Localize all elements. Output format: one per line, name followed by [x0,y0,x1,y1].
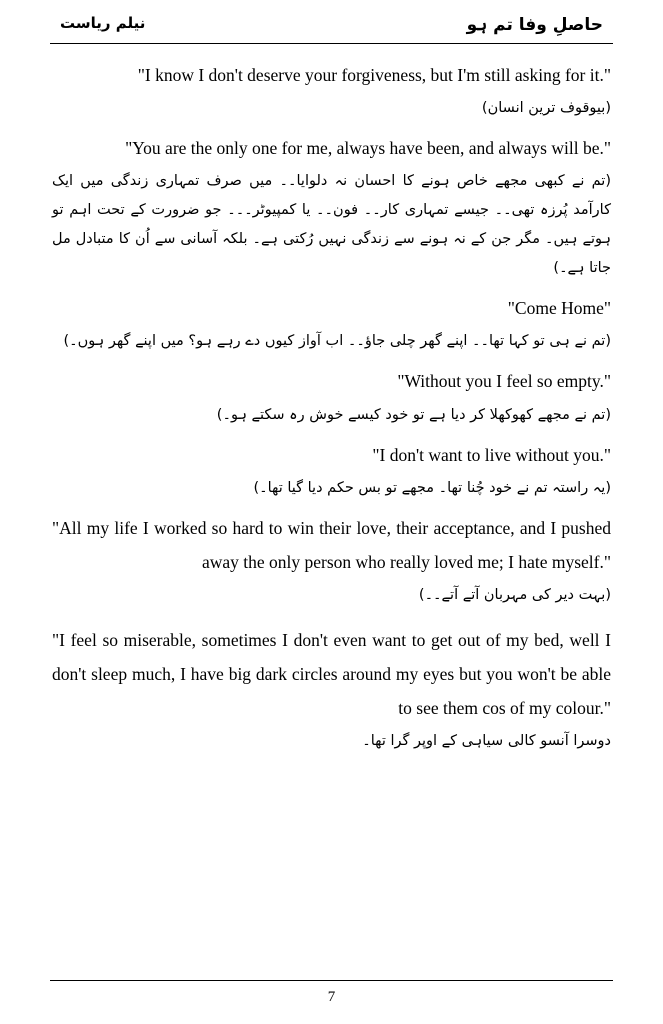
quote-line: "I know I don't deserve your forgiveness, but I'm still asking for it." [137,65,611,85]
quote-line: "I don't want to live without you." [372,444,611,465]
urdu-line: دوسرا آنسو کالی سیاہی کے اوپر گرا تھا۔ [362,733,611,750]
urdu-line: (یہ راستہ تم نے خود چُنا تھا۔ مجھے تو بس حکم دیا گیا تھا۔) [253,479,611,496]
book-title: حاصلِ وفا تم ہو [466,15,603,35]
page-header [40,0,623,39]
page-footer [40,980,623,1024]
page-content [40,44,623,980]
quote-line: "Come Home" [507,298,611,319]
urdu-line: (بیوقوف ترین انسان) [481,100,611,117]
quote-line: "You are the only one for me, always have been, and always will be." [125,138,611,159]
quote-line: "Without you I feel so empty." [397,371,611,392]
quote-line: "All my life I worked so hard to win their love, their acceptance, and I pushed away the only person who really loved me; I hate myself." [52,517,611,572]
urdu-line: (تم نے کبھی مجھے خاص ہونے کا احسان نہ دلوایا۔۔ میں صرف تمہاری زندگی میں ایک کارآمد پُرزہ تھی۔۔ جیسے تمہاری کار۔۔ فون۔۔ یا کمپیوٹر۔۔۔ جو ضرورت کے تحت اہم تو ہوتے ہیں۔ مگر جن کے نہ ہونے سے زندگی نہیں رُکتی ہے۔ بلکہ آسانی سے اُن کا متبادل مل جاتا ہے۔) [52,173,611,277]
book-author: نیلم ریاست [60,14,146,32]
page-number: 7 [50,980,613,1006]
urdu-line: (تم نے ہی تو کہا تھا۔۔ اپنے گھر چلی جاؤ۔۔ اب آواز کیوں دے رہے ہو؟ میں اپنے گھر ہوں۔) [63,333,611,350]
quote-line: "I feel so miserable, sometimes I don't even want to get out of my bed, well I don't sleep much, I have big dark circles around my eyes but you won't be able to see them cos of my colour." [52,629,611,719]
urdu-line: (بہت دیر کی مہربان آتے آتے۔۔) [418,586,611,603]
urdu-line: (تم نے مجھے کھوکھلا کر دیا ہے تو خود کیسے خوش رہ سکتے ہو۔) [216,406,611,423]
